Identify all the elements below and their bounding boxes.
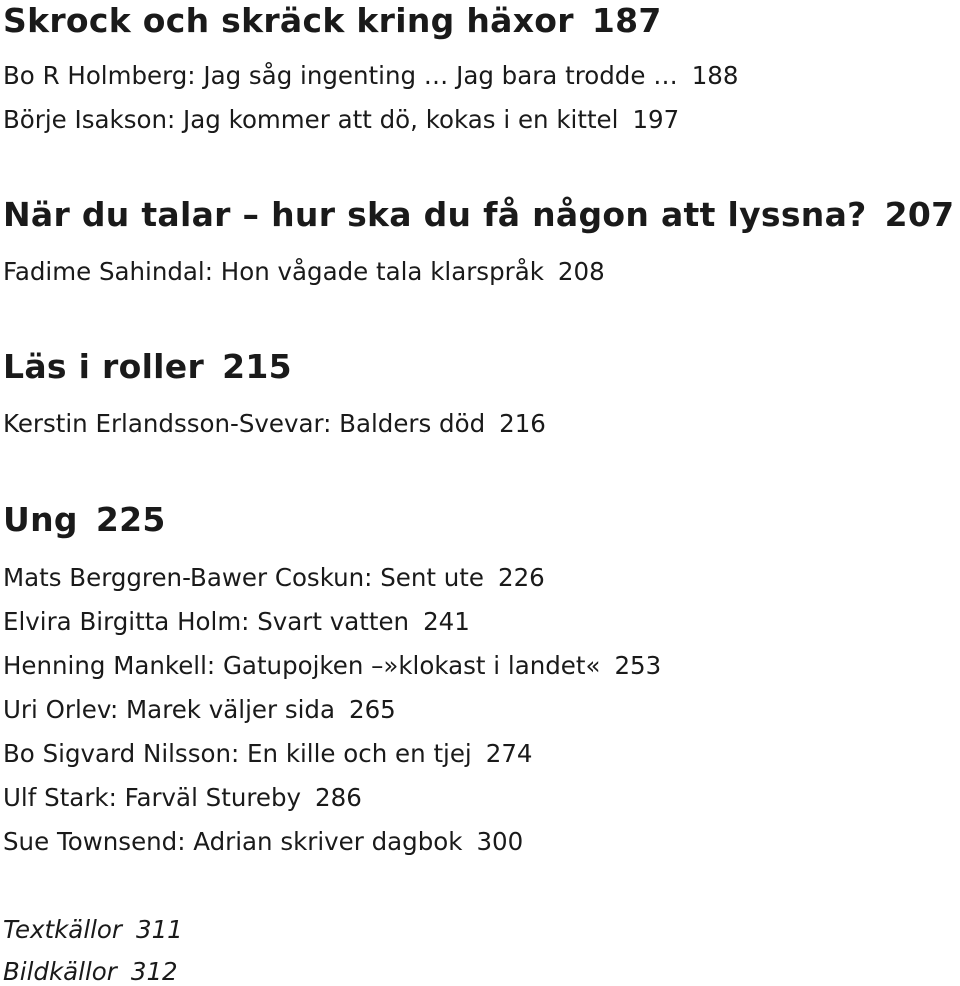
appendix-entry [3,957,178,986]
entry-page-number: 241 [423,607,470,636]
entry-page-number: 300 [476,827,524,856]
section-page-number: 215 [222,347,292,386]
entry-text: Börje Isakson: Jag kommer att dö, kokas i en kittel [3,105,619,134]
section-heading [3,1,662,40]
entry-text: Ulf Stark: Farväl Stureby [3,783,302,812]
section-heading [3,500,166,539]
entry-text: Fadime Sahindal: Hon vågade tala klarspråk [3,257,544,286]
toc-entry [3,563,545,592]
toc-entry [3,651,662,680]
entry-text: Uri Orlev: Marek väljer sida [3,695,335,724]
toc-entry [3,257,605,286]
section-page-number: 187 [591,1,662,40]
entry-text: Bo Sigvard Nilsson: En kille och en tjej [3,739,472,768]
entry-page-number: 208 [557,257,605,286]
entry-page-number: 216 [499,409,546,438]
toc-entry [3,409,546,438]
section-title: Läs i roller [3,347,205,386]
toc-entry [3,739,533,768]
entry-page-number: 253 [614,651,662,680]
entry-text: Mats Berggren-Bawer Coskun: Sent ute [3,563,484,592]
section-page-number: 207 [884,195,955,234]
appendix-page-number: 312 [130,957,178,986]
entry-text: Kerstin Erlandsson-Svevar: Balders död [3,409,486,438]
section-page-number: 225 [95,500,166,539]
entry-page-number: 197 [632,105,680,134]
toc-entry [3,695,396,724]
entry-page-number: 188 [691,61,739,90]
entry-text: Elvira Birgitta Holm: Svart vatten [3,607,410,636]
entry-page-number: 274 [485,739,533,768]
toc-entry [3,783,362,812]
toc-entry [3,607,470,636]
entry-text: Henning Mankell: Gatupojken –»klokast i landet« [3,651,601,680]
section-heading [3,347,292,386]
section-heading [3,195,955,234]
entry-text: Sue Townsend: Adrian skriver dagbok [3,827,463,856]
appendix-text: Bildkällor [3,957,117,986]
toc-entry [3,105,680,134]
section-title: När du talar – hur ska du få någon att lyssna? [3,195,867,234]
entry-page-number: 265 [348,695,396,724]
appendix-page-number: 311 [136,915,183,944]
section-title: Ung [3,500,78,539]
appendix-entry [3,915,183,944]
entry-page-number: 226 [497,563,545,592]
entry-text: Bo R Holmberg: Jag såg ingenting … Jag bara trodde … [3,61,678,90]
toc-entry [3,61,739,90]
appendix-text: Textkällor [3,915,122,944]
toc-entry [3,827,524,856]
section-title: Skrock och skräck kring häxor [3,1,574,40]
entry-page-number: 286 [315,783,362,812]
